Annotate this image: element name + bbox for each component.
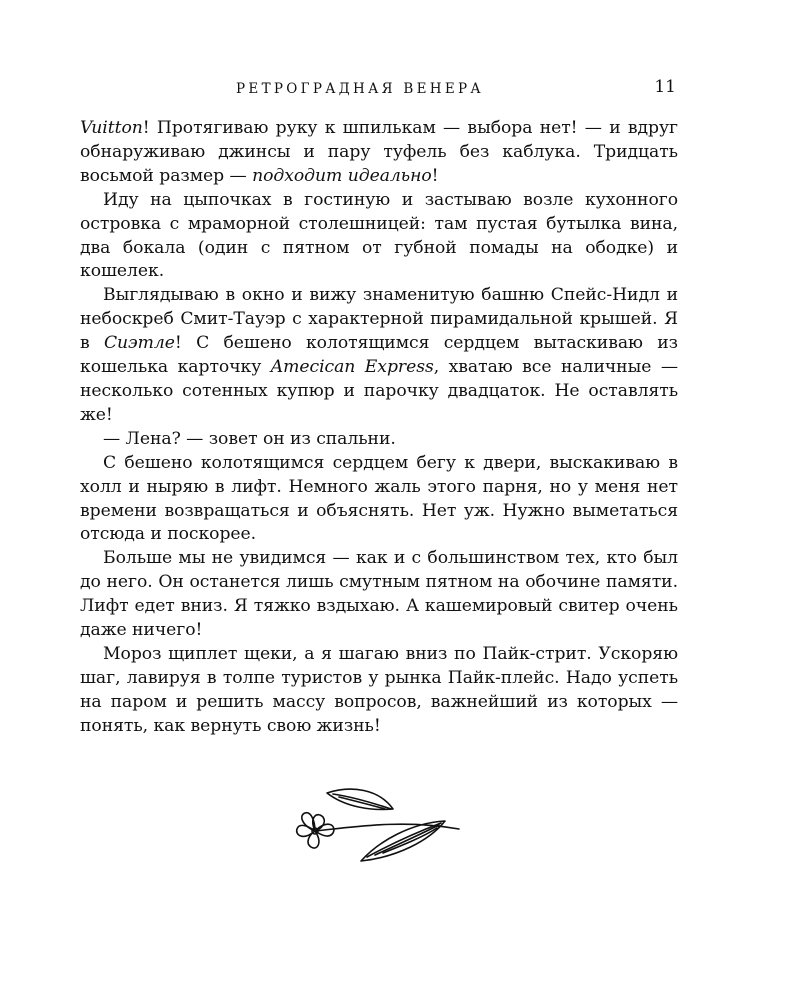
text-segment: Выглядываю в окно и вижу знаменитую башню Спейс-Нидл и небоскреб Смит-Тауэр с характерной пирамидальной крышей. Я в — [80, 285, 678, 354]
text-segment: ! Протягиваю руку к шпилькам — выбора нет! — и вдруг обнаруживаю джинсы и пару туфель без каблука. Тридцать восьмой размер — — [80, 118, 678, 186]
paragraph-7 — [80, 643, 678, 739]
lower-leaf-vein — [383, 828, 437, 853]
text-segment: — Лена? — зовет он из спальни. — [103, 428, 396, 449]
paragraph-6 — [80, 547, 678, 643]
text-segment: подходит идеально — [252, 165, 432, 186]
text-segment: ! С бешено колотящимся сердцем вытаскиваю из кошелька карточку — [80, 333, 678, 378]
paragraph-2 — [80, 189, 678, 285]
flower-branch-icon — [293, 783, 463, 863]
text-segment: Сиэтле — [103, 333, 175, 354]
paragraph-1 — [80, 117, 678, 189]
running-head — [80, 78, 678, 100]
book-title: РЕТРОГРАДНАЯ ВЕНЕРА — [236, 81, 484, 97]
body-text — [80, 117, 678, 739]
page-number: 11 — [654, 77, 676, 97]
text-segment: Больше мы не увидимся — как и с большинством тех, кто был до него. Он останется лишь смутным пятном на обочине памяти. Лифт едет вниз. Я тяжко вздыхаю. А кашемировый свитер очень даже ничего! — [80, 548, 678, 641]
text-segment: Amecican Express — [270, 357, 434, 378]
paragraph-4 — [80, 428, 678, 452]
paragraph-5 — [80, 452, 678, 548]
text-segment: Иду на цыпочках в гостиную и застываю возле кухонного островка с мраморной столешницей: там пустая бутылка вина, два бокала (один с пятном от губной помады на ободке) и кошелек. — [80, 189, 678, 282]
text-segment: Мороз щиплет щеки, а я шагаю вниз по Пайк-стрит. Ускоряю шаг, лавируя в толпе туристов у рынка Пайк-плейс. Надо успеть на паром и решить массу вопросов, важнейший из которых — понять, как вернуть свою жизнь! — [80, 643, 678, 736]
text-segment: Vuitton — [80, 118, 143, 138]
lower-leaf-vein — [367, 823, 441, 857]
paragraph-3 — [80, 284, 678, 427]
text-segment: С бешено колотящимся сердцем бегу к двери, выскакиваю в холл и ныряю в лифт. Немного жаль этого парня, но у меня нет времени возвращаться и объяснять. Нет уж. Нужно выметаться отсюда и поскорее. — [80, 452, 678, 545]
text-segment: ! — [431, 165, 439, 186]
text-segment: , хватаю все наличные — несколько сотенных купюр и парочку двадцаток. Не оставлять же! — [80, 357, 678, 425]
